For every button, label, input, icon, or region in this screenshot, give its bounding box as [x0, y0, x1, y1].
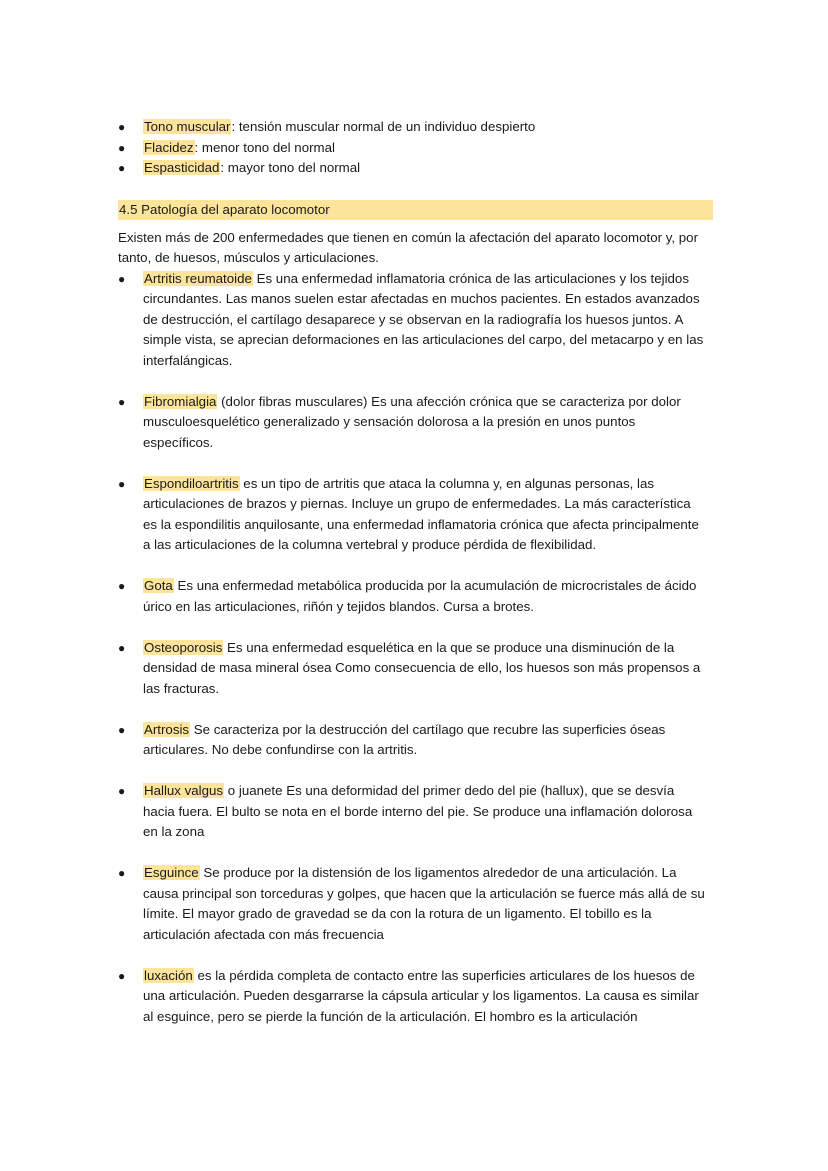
highlighted-term: Espondiloartritis [144, 475, 239, 491]
item-text: : mayor tono del normal [220, 160, 361, 175]
list-item [118, 576, 708, 617]
item-text: Se produce por la distensión de los ligamentos alrededor de una articulación. La causa principal son torceduras y golpes, que hacen que la articulación se fuerce más allá de su límite. El mayor grado de gravedad se da con la rotura de un ligamento. El tobillo es la articulación afectada con más frecuencia [143, 865, 705, 942]
bullet-icon: ● [118, 968, 126, 983]
item-text: Se caracteriza por la destrucción del cartílago que recubre las superficies óseas articulares. No debe confundirse con la artritis. [143, 721, 666, 757]
bullet-icon: ● [118, 120, 126, 134]
list-item [118, 638, 708, 700]
bullet-icon: ● [118, 140, 126, 155]
bullet-icon: ● [118, 866, 126, 880]
list-item [118, 138, 718, 159]
item-text: : menor tono del normal [194, 139, 335, 155]
item-text: (dolor fibras musculares) Es una afección crónica que se caracteriza por dolor musculoesquelético generalizado y sensación dolorosa a la presión en unos puntos específicos. [143, 393, 681, 450]
bullet-icon: ● [118, 722, 126, 737]
item-text: : tensión muscular normal de un individuo despierto [231, 119, 536, 134]
list-item [118, 966, 708, 1028]
bullet-icon: ● [118, 476, 126, 491]
disease-list [118, 269, 718, 1028]
list-item [118, 720, 708, 761]
list-item [118, 474, 708, 556]
bullet-icon: ● [118, 640, 126, 655]
list-item [118, 269, 708, 372]
highlighted-term: Hallux valgus [144, 783, 224, 798]
list-item [118, 392, 708, 454]
bullet-icon: ● [118, 579, 126, 593]
muscle-tone-list [118, 117, 718, 179]
highlighted-term: Osteoporosis [144, 639, 223, 655]
highlighted-term: Fibromialgia [144, 393, 217, 409]
bullet-icon: ● [118, 394, 126, 409]
highlighted-term: Tono muscular [144, 119, 231, 134]
item-text: o juanete Es una deformidad del primer dedo del pie (hallux), que se desvía hacia fuera. El bulto se nota en el borde interno del pie. Se produce una inflamación dolorosa en la zona [143, 783, 693, 839]
section-intro: Existen más de 200 enfermedades que tienen en común la afectación del aparato locomotor y, por tanto, de huesos, músculos y articulaciones. [118, 229, 698, 265]
highlighted-term: Flacidez [144, 139, 194, 155]
section-heading: 4.5 Patología del aparato locomotor [118, 200, 713, 220]
highlighted-term: Gota [144, 578, 173, 593]
highlighted-term: luxación [144, 967, 193, 983]
list-item [118, 863, 708, 945]
item-text: Es una enfermedad esquelética en la que se produce una disminución de la densidad de masa mineral ósea Como consecuencia de ello, los huesos son más propensos a las fracturas. [143, 639, 701, 696]
item-text: Es una enfermedad inflamatoria crónica de las articulaciones y los tejidos circundantes. Las manos suelen estar afectadas en muchos pacientes. En estados avanzados de destrucción, el cartílago desaparece y se observan en la radiografía los huesos juntos. A simple vista, se aprecian deformaciones en las articulaciones del carpo, del metacarpo y en las interfalángicas. [143, 270, 704, 368]
list-item [118, 158, 718, 179]
bullet-icon: ● [118, 161, 126, 175]
list-item [118, 117, 718, 138]
highlighted-term: Artritis reumatoide [144, 270, 252, 286]
highlighted-term: Espasticidad [144, 160, 220, 175]
highlighted-term: Artrosis [144, 721, 190, 737]
item-text: es un tipo de artritis que ataca la columna y, en algunas personas, las articulaciones de brazos y piernas. Incluye un grupo de enfermedades. La más característica es la espondilitis anquilosante, una enfermedad inflamatoria crónica que afecta principalmente a las articulaciones de la columna vertebral y produce pérdida de flexibilidad. [143, 475, 699, 552]
item-text: Es una enfermedad metabólica producida por la acumulación de microcristales de ácido úrico en las articulaciones, riñón y tejidos blandos. Cursa a brotes. [143, 578, 697, 614]
bullet-icon: ● [118, 784, 126, 798]
bullet-icon: ● [118, 271, 126, 286]
document-page [118, 117, 718, 1027]
item-text: es la pérdida completa de contacto entre las superficies articulares de los huesos de una articulación. Pueden desgarrarse la cápsula articular y los ligamentos. La causa es similar al esguince, pero se pierde la función de la articulación. El hombro es la articulación [143, 967, 699, 1024]
highlighted-term: Esguince [144, 865, 199, 880]
list-item [118, 781, 708, 843]
